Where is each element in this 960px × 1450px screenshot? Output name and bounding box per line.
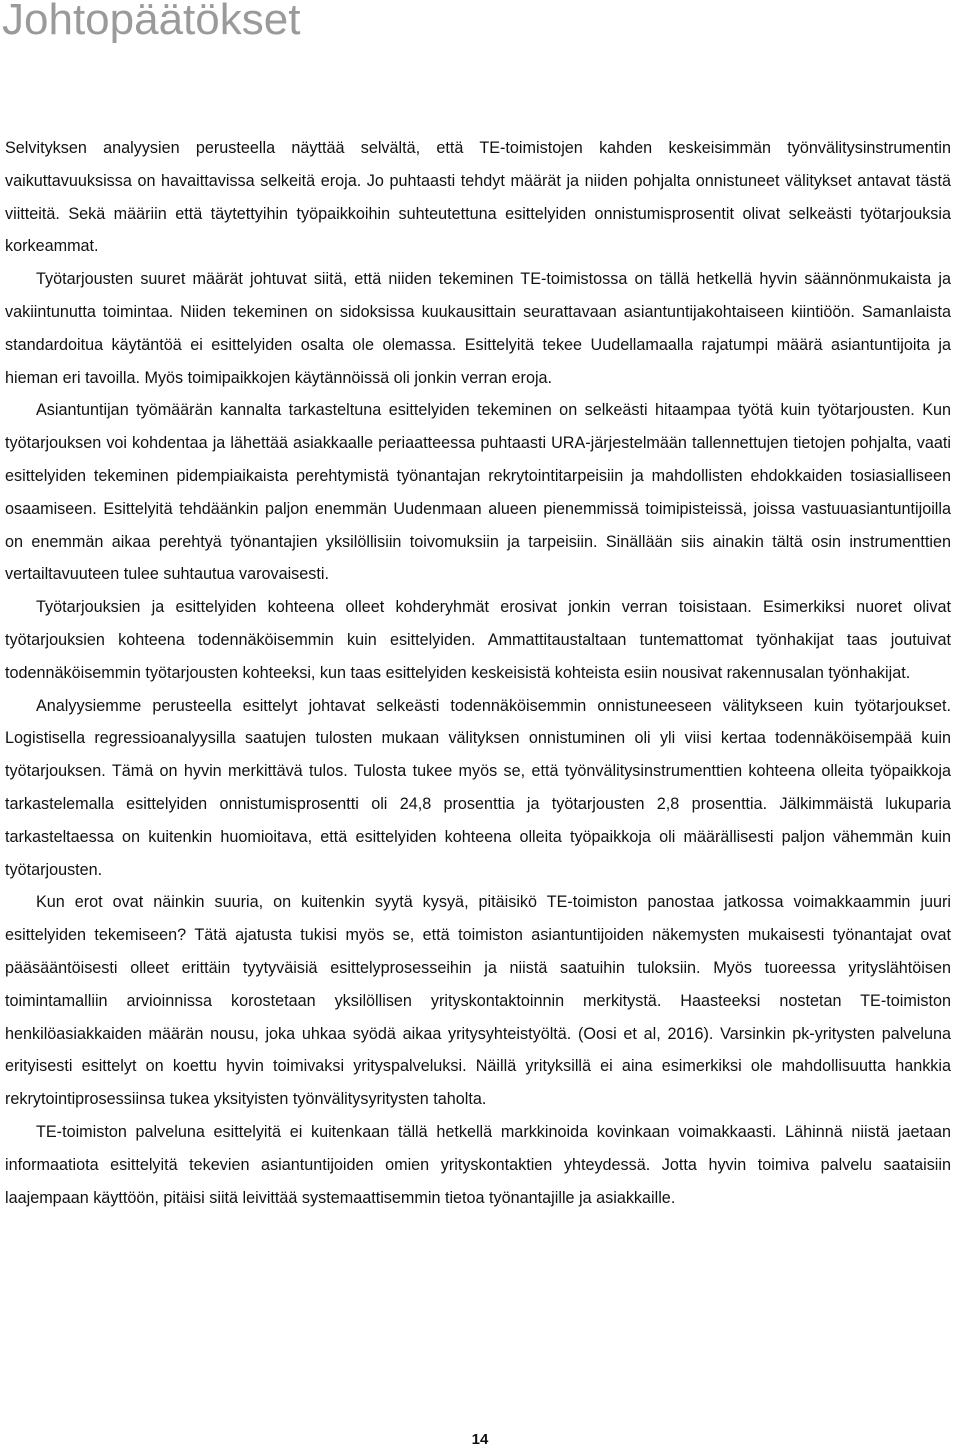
paragraph: Työtarjouksien ja esittelyiden kohteena olleet kohderyhmät erosivat jonkin verran toisistaan. Esimerkiksi nuoret olivat työtarjouksien kohteena todennäköisemmin kuin esittelyiden. Ammattitaustaltaan tuntemattomat työnhakijat taas joutuivat todennäköisemmin työtarjousten kohteeksi, kun taas esittelyiden keskeisistä kohteista esiin nousivat rakennusalan työnhakijat. xyxy=(5,598,951,682)
page-number: 14 xyxy=(471,1431,489,1448)
paragraph: Kun erot ovat näinkin suuria, on kuitenkin syytä kysyä, pitäisikö TE-toimiston panostaa jatkossa voimakkaammin juuri esittelyiden tekemiseen? Tätä ajatusta tukisi myös se, että toimiston asiantuntijoiden näkemysten mukaisesti työnantajat ovat pääsääntöisesti olleet erittäin tyytyväisiä esittelyprosesseihin ja niistä saatuihin tuloksiin. Myös tuoreessa yrityslähtöisen toimintamalliin arvioinnissa korostetaan yksilöllisen yrityskontaktoinnin merkitystä. Haasteeksi nostetan TE-toimiston henkilöasiakkaiden määrän nousu, joka uhkaa syödä aikaa yritysyhteistyöltä. (Oosi et al, 2016). Varsinkin pk-yritysten palveluna erityisesti esittelyt on koettu hyvin toimivaksi yrityspalveluksi. Näillä yrityksillä ei aina esimerkiksi ole mahdollisuutta hankkia rekrytointiprosessiinsa tukea yksityisten työnvälitysyritysten taholta. xyxy=(5,893,951,1109)
page-heading: Johtopäätökset xyxy=(2,0,301,44)
paragraph: Asiantuntijan työmäärän kannalta tarkasteltuna esittelyiden tekeminen on selkeästi hitaampaa työtä kuin työtarjousten. Kun työtarjouksen voi kohdentaa ja lähettää asiakkaalle periaatteessa puhtaasti URA-järjestelmään tallennettujen tietojen pohjalta, vaati esittelyiden tekeminen pidempiaikaista perehtymistä työnantajan rekrytointitarpeisiin ja mahdollisten ehdokkaiden tosiasialliseen osaamiseen. Esittelyitä tehdäänkin paljon enemmän Uudenmaan alueen pienemmissä toimipisteissä, joissa vastuuasiantuntijoilla on enemmän aikaa perehtyä työnantajien yksilöllisiin toivomuksiin ja tarpeisiin. Sinällään siis ainakin tältä osin instrumenttien vertailtavuuteen tulee suhtautua varovaisesti. xyxy=(5,401,951,584)
paragraph: Analyysiemme perusteella esittelyt johtavat selkeästi todennäköisemmin onnistuneeseen välitykseen kuin työtarjoukset. Logistisella regressioanalyysilla saatujen tulosten mukaan välityksen onnistuminen oli yli viisi kertaa todennäköisempää kuin työtarjouksen. Tämä on hyvin merkittävä tulos. Tulosta tukee myös se, että työnvälitysinstrumenttien kohteena olleita työpaikkoja tarkastelemalla esittelyiden onnistumisprosentti oli 24,8 prosenttia ja työtarjousten 2,8 prosenttia. Jälkimmäistä lukuparia tarkasteltaessa on kuitenkin huomioitava, että esittelyiden kohteena olleita työpaikkoja oli määrällisesti paljon vähemmän kuin työtarjousten. xyxy=(5,696,951,879)
paragraph: TE-toimiston palveluna esittelyitä ei kuitenkaan tällä hetkellä markkinoida kovinkaan voimakkaasti. Lähinnä niistä jaetaan informaatiota esittelyitä tekevien asiantuntijoiden omien yrityskontaktien yhteydessä. Jotta hyvin toimiva palvelu saataisiin laajempaan käyttöön, pitäisi siitä leivittää systemaattisemmin tietoa työnantajille ja asiakkaille. xyxy=(5,1122,951,1207)
paragraph: Selvityksen analyysien perusteella näyttää selvältä, että TE-toimistojen kahden keskeisimmän työnvälitysinstrumentin vaikuttavuuksissa on havaittavissa selkeitä eroja. Jo puhtaasti tehdyt määrät ja niiden pohjalta onnistuneet välitykset antavat tästä viitteitä. Sekä määriin että täytettyihin työpaikkoihin suhteutettuna esittelyiden onnistumisprosentit olivat selkeästi työtarjouksia korkeammat. xyxy=(5,139,951,256)
paragraph: Työtarjousten suuret määrät johtuvat siitä, että niiden tekeminen TE-toimistossa on tällä hetkellä hyvin säännönmukaista ja vakiintunutta toimintaa. Niiden tekeminen on sidoksissa kuukausittain seurattavaan asiantuntijakohtaiseen kiintiöön. Samanlaista standardoitua käytäntöä ei esittelyiden osalta ole olemassa. Esittelyitä tekee Uudellamaalla rajatumpi määrä asiantuntijoita ja hieman eri tavoilla. Myös toimipaikkojen käytännöissä oli jonkin verran eroja. xyxy=(5,270,951,387)
body-text xyxy=(5,132,951,1214)
